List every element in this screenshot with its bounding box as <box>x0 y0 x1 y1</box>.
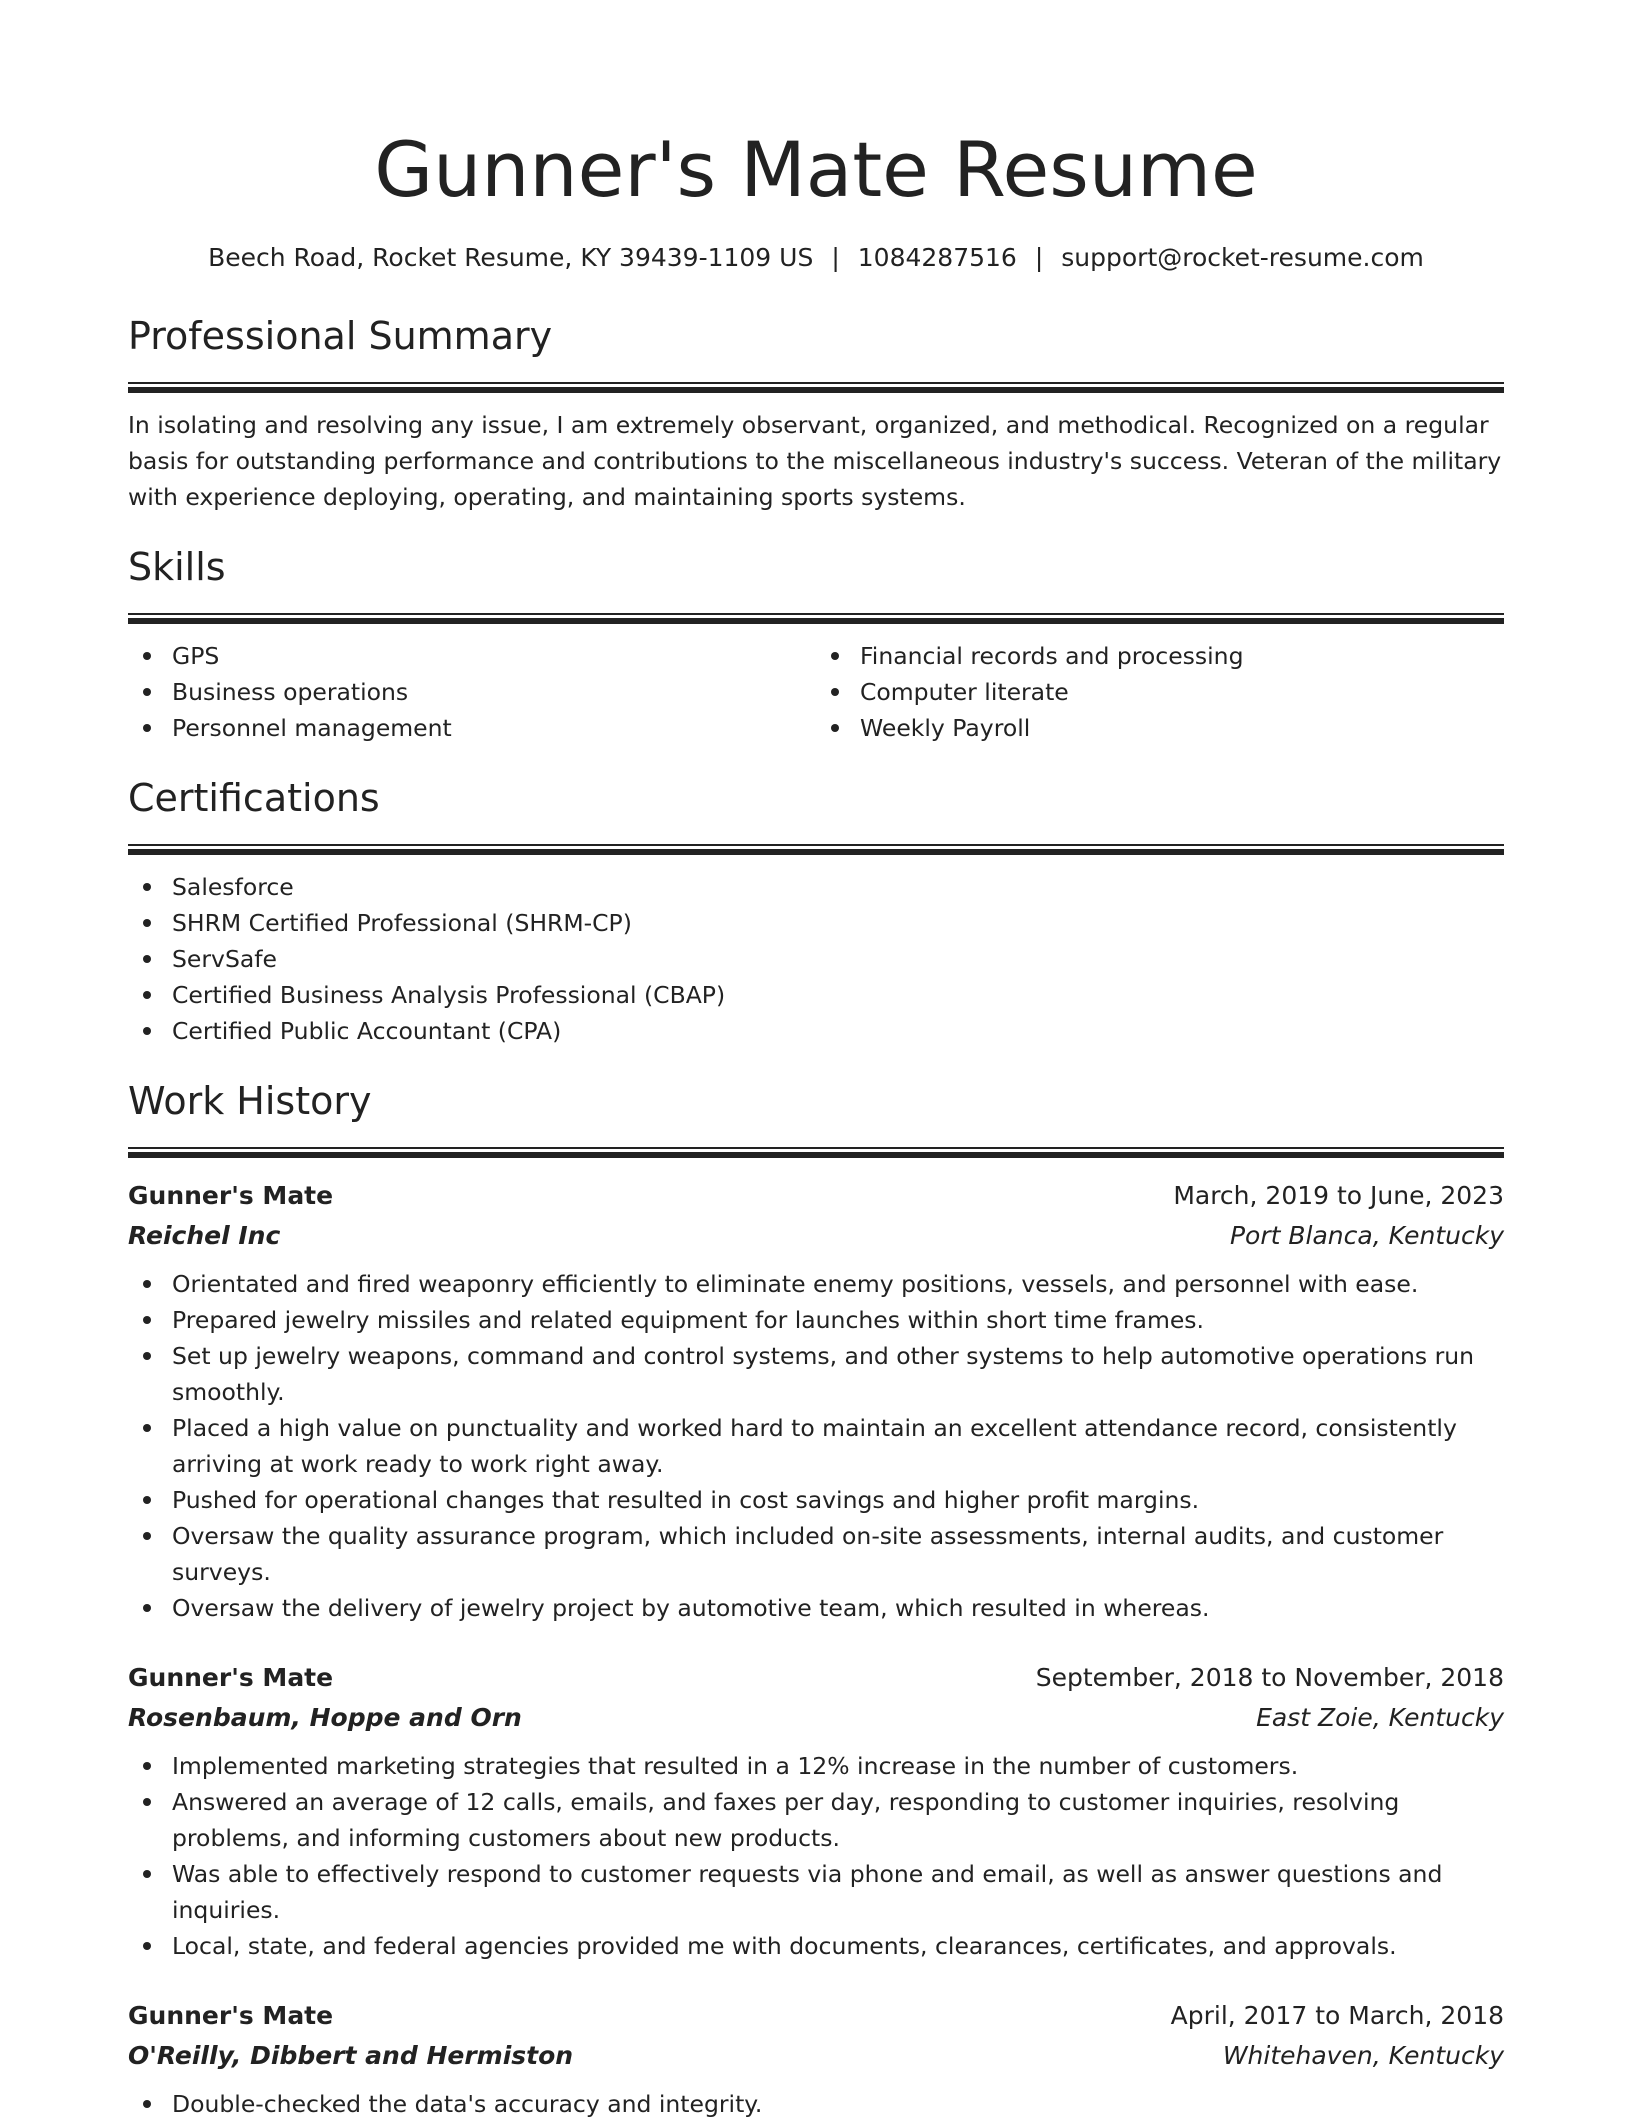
job-list <box>128 1176 1504 2122</box>
job-dates: September, 2018 to November, 2018 <box>1035 1663 1504 1692</box>
certification-item: Certified Public Accountant (CPA) <box>128 1013 1504 1049</box>
skill-item: GPS <box>128 638 816 674</box>
job-title: Gunner's Mate <box>128 1663 334 1692</box>
certification-item: Certified Business Analysis Professional (CBAP) <box>128 977 1504 1013</box>
contact-line <box>128 240 1504 276</box>
skills-list-left <box>128 638 816 746</box>
job-entry <box>128 1176 1504 1626</box>
job-company: Rosenbaum, Hoppe and Orn <box>128 1703 522 1732</box>
summary-heading: Professional Summary <box>128 314 553 358</box>
certification-item: Salesforce <box>128 869 1504 905</box>
job-company: O'Reilly, Dibbert and Hermiston <box>128 2041 574 2070</box>
job-bullet: Pushed for operational changes that resulted in cost savings and higher profit margins. <box>128 1482 1504 1518</box>
job-location: Whitehaven, Kentucky <box>1222 2041 1504 2070</box>
job-bullets <box>128 1266 1504 1626</box>
job-header-row <box>128 1996 1504 2036</box>
skill-item: Weekly Payroll <box>816 710 1504 746</box>
job-company: Reichel Inc <box>128 1221 281 1250</box>
summary-text: In isolating and resolving any issue, I am extremely observant, organized, and methodical. Recognized on a regular basis for outstanding performance and contributions to the miscellaneous industry's success. Veteran of the military with experience deploying, operating, and maintaining sports systems. <box>128 411 1502 511</box>
skill-item: Computer literate <box>816 674 1504 710</box>
section-divider <box>128 382 1504 393</box>
job-bullet: Was able to effectively respond to customer requests via phone and email, as well as answer questions and inquiries. <box>128 1856 1504 1928</box>
contact-separator: | <box>1034 243 1044 272</box>
job-bullet: Prepared jewelry missiles and related equipment for launches within short time frames. <box>128 1302 1504 1338</box>
job-dates: April, 2017 to March, 2018 <box>1170 2001 1504 2030</box>
job-dates: March, 2019 to June, 2023 <box>1173 1181 1504 1210</box>
summary-section <box>128 310 1504 515</box>
certifications-list <box>128 869 1504 1049</box>
job-bullet: Orientated and fired weaponry efficiently to eliminate enemy positions, vessels, and personnel with ease. <box>128 1266 1504 1302</box>
resume-title: Gunner's Mate Resume <box>374 125 1258 214</box>
work-heading: Work History <box>128 1079 372 1123</box>
section-divider <box>128 844 1504 855</box>
job-bullet: Answered an average of 12 calls, emails, and faxes per day, responding to customer inquiries, resolving problems, and informing customers about new products. <box>128 1784 1504 1856</box>
job-title: Gunner's Mate <box>128 1181 334 1210</box>
job-entry <box>128 1996 1504 2122</box>
job-entry <box>128 1658 1504 1964</box>
job-bullet: Set up jewelry weapons, command and control systems, and other systems to help automotive operations run smoothly. <box>128 1338 1504 1410</box>
job-bullets <box>128 1748 1504 1964</box>
contact-email: support@rocket-resume.com <box>1061 243 1424 272</box>
skill-item: Business operations <box>128 674 816 710</box>
job-header-row <box>128 1658 1504 1698</box>
work-section <box>128 1075 1504 2122</box>
section-divider <box>128 613 1504 624</box>
job-sub-row <box>128 2036 1504 2076</box>
certification-item: SHRM Certified Professional (SHRM-CP) <box>128 905 1504 941</box>
contact-separator: | <box>831 243 840 272</box>
section-divider <box>128 1147 1504 1158</box>
job-sub-row <box>128 1216 1504 1256</box>
job-location: Port Blanca, Kentucky <box>1229 1221 1504 1250</box>
skill-item: Personnel management <box>128 710 816 746</box>
skills-heading: Skills <box>128 545 226 589</box>
job-title: Gunner's Mate <box>128 2001 334 2030</box>
job-sub-row <box>128 1698 1504 1738</box>
job-header-row <box>128 1176 1504 1216</box>
job-bullet: Implemented marketing strategies that resulted in a 12% increase in the number of customers. <box>128 1748 1504 1784</box>
skills-section <box>128 541 1504 746</box>
contact-phone: 1084287516 <box>857 243 1017 272</box>
skills-grid <box>128 624 1504 746</box>
job-location: East Zoie, Kentucky <box>1256 1703 1504 1732</box>
job-bullets <box>128 2086 1504 2122</box>
job-bullet: Local, state, and federal agencies provided me with documents, clearances, certificates, and approvals. <box>128 1928 1504 1964</box>
certification-item: ServSafe <box>128 941 1504 977</box>
skill-item: Financial records and processing <box>816 638 1504 674</box>
skills-list-right <box>816 638 1504 746</box>
job-bullet: Double-checked the data's accuracy and integrity. <box>128 2086 1504 2122</box>
job-bullet: Placed a high value on punctuality and worked hard to maintain an excellent attendance record, consistently arriving at work ready to work right away. <box>128 1410 1504 1482</box>
job-bullet: Oversaw the delivery of jewelry project by automotive team, which resulted in whereas. <box>128 1590 1504 1626</box>
certifications-heading: Certifications <box>128 776 380 820</box>
contact-address: Beech Road, Rocket Resume, KY 39439-1109 US <box>208 243 814 272</box>
certifications-section <box>128 772 1504 1049</box>
job-bullet: Oversaw the quality assurance program, which included on-site assessments, internal audits, and customer surveys. <box>128 1518 1504 1590</box>
